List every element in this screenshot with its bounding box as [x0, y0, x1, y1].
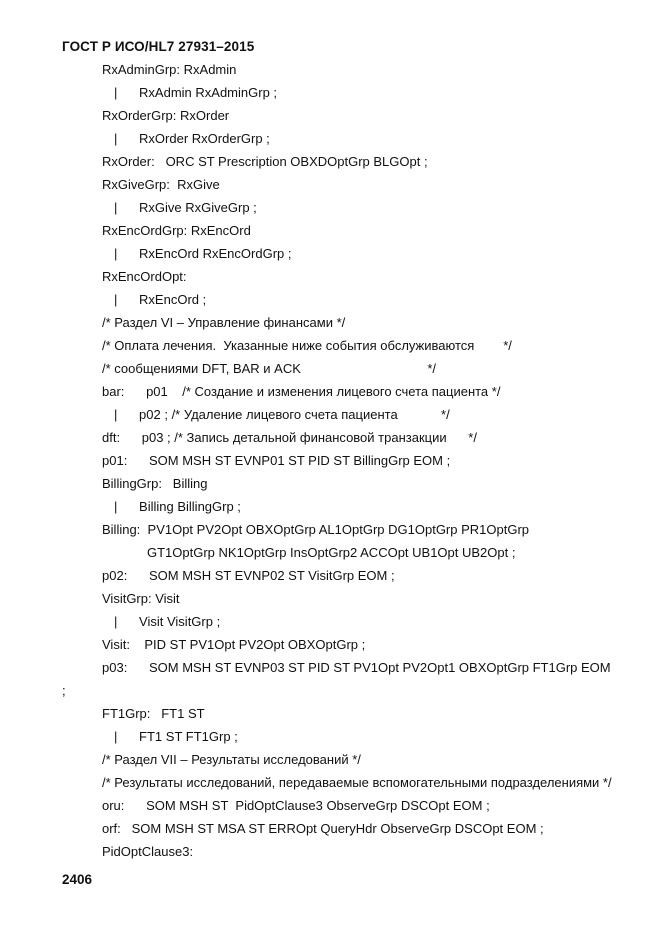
- code-line: Visit: PID ST PV1Opt PV2Opt OBXOptGrp ;: [102, 637, 366, 652]
- code-line: | Visit VisitGrp ;: [114, 614, 221, 629]
- code-line: oru: SOM MSH ST PidOptClause3 ObserveGrp DSCOpt EOM ;: [102, 798, 490, 813]
- code-line: | RxOrder RxOrderGrp ;: [114, 131, 270, 146]
- code-line: PidOptClause3:: [102, 844, 194, 859]
- code-line: | RxEncOrd RxEncOrdGrp ;: [114, 246, 292, 261]
- comment-line: /* Оплата лечения. Указанные ниже события обслуживаются */: [102, 338, 512, 353]
- code-line: dft: p03 ; /* Запись детальной финансовой транзакции */: [102, 430, 477, 445]
- code-line: | RxAdmin RxAdminGrp ;: [114, 85, 278, 100]
- code-line: RxEncOrdOpt:: [102, 269, 187, 284]
- code-line: RxAdminGrp: RxAdmin: [102, 62, 237, 77]
- code-line: RxOrder: ORC ST Prescription OBXDOptGrp BLGOpt ;: [102, 154, 428, 169]
- code-line: RxOrderGrp: RxOrder: [102, 108, 230, 123]
- code-line: | FT1 ST FT1Grp ;: [114, 729, 238, 744]
- comment-line: /* Раздел VI – Управление финансами */: [102, 315, 346, 330]
- code-line: | RxGive RxGiveGrp ;: [114, 200, 257, 215]
- code-line: ;: [62, 683, 66, 698]
- code-line: bar: p01 /* Создание и изменения лицевого счета пациента */: [102, 384, 501, 399]
- document-header: ГОСТ Р ИСО/HL7 27931–2015: [62, 39, 255, 54]
- code-line: Billing: PV1Opt PV2Opt OBXOptGrp AL1OptGrp DG1OptGrp PR1OptGrp: [102, 522, 530, 537]
- code-line: RxEncOrdGrp: RxEncOrd: [102, 223, 251, 238]
- code-line: p01: SOM MSH ST EVNP01 ST PID ST BillingGrp EOM ;: [102, 453, 451, 468]
- code-line: GT1OptGrp NK1OptGrp InsOptGrp2 ACCOpt UB1Opt UB2Opt ;: [147, 545, 516, 560]
- code-line: RxGiveGrp: RxGive: [102, 177, 220, 192]
- code-line: p02: SOM MSH ST EVNP02 ST VisitGrp EOM ;: [102, 568, 395, 583]
- code-line: BillingGrp: Billing: [102, 476, 208, 491]
- comment-line: /* Результаты исследований, передаваемые вспомогательными подразделениями */: [102, 775, 612, 790]
- comment-line: /* Раздел VII – Результаты исследований */: [102, 752, 361, 767]
- page-number: 2406: [62, 872, 93, 887]
- code-line: FT1Grp: FT1 ST: [102, 706, 205, 721]
- code-line: | RxEncOrd ;: [114, 292, 207, 307]
- code-line: | p02 ; /* Удаление лицевого счета пациента */: [114, 407, 450, 422]
- code-line: VisitGrp: Visit: [102, 591, 180, 606]
- code-line: orf: SOM MSH ST MSA ST ERROpt QueryHdr ObserveGrp DSCOpt EOM ;: [102, 821, 544, 836]
- comment-line: /* сообщениями DFT, BAR и ACK */: [102, 361, 436, 376]
- code-line: | Billing BillingGrp ;: [114, 499, 241, 514]
- code-line: p03: SOM MSH ST EVNP03 ST PID ST PV1Opt PV2Opt1 OBXOptGrp FT1Grp EOM: [102, 660, 611, 675]
